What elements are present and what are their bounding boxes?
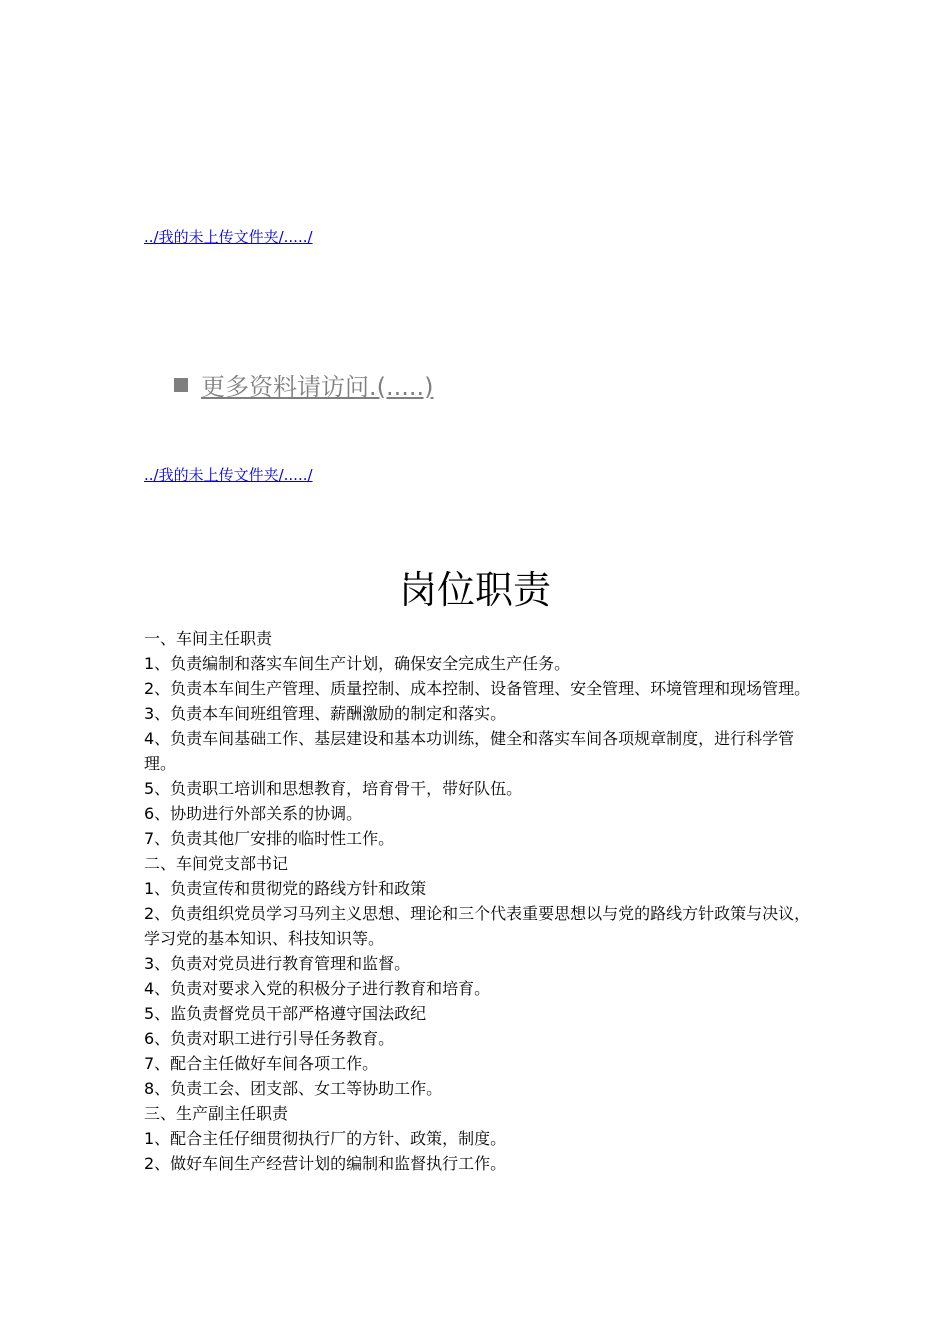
- list-item: 1、负责编制和落实车间生产计划，确保安全完成生产任务。: [144, 654, 571, 673]
- square-bullet-icon: [174, 378, 188, 392]
- list-item: 7、负责其他厂安排的临时性工作。: [144, 829, 395, 848]
- list-item: 2、负责本车间生产管理、质量控制、成本控制、设备管理、安全管理、环境管理和现场管理。: [144, 679, 811, 698]
- list-item: 3、负责对党员进行教育管理和监督。: [144, 954, 411, 973]
- list-item: 1、配合主任仔细贯彻执行厂的方针、政策，制度。: [144, 1129, 507, 1148]
- list-item: 6、协助进行外部关系的协调。: [144, 804, 363, 823]
- list-item: 8、负责工会、团支部、女工等协助工作。: [144, 1079, 443, 1098]
- section-heading: 三、生产副主任职责: [144, 1104, 289, 1123]
- folder-link-mid[interactable]: ../我的未上传文件夹/...../: [144, 466, 313, 484]
- more-info-link[interactable]: [174, 370, 434, 404]
- list-item: 2、负责组织党员学习马列主义思想、理论和三个代表重要思想以与党的路线方针政策与决议，学习党的基本知识、科技知识等。: [144, 904, 811, 948]
- list-item: 3、负责本车间班组管理、薪酬激励的制定和落实。: [144, 704, 507, 723]
- section-heading: 二、车间党支部书记: [144, 854, 289, 873]
- duty-list: [144, 626, 812, 1176]
- list-item: 1、负责宣传和贯彻党的路线方针和政策: [144, 879, 427, 898]
- list-item: 6、负责对职工进行引导任务教育。: [144, 1029, 395, 1048]
- section-heading: 一、车间主任职责: [144, 629, 273, 648]
- list-item: 2、做好车间生产经营计划的编制和监督执行工作。: [144, 1154, 507, 1173]
- more-info-text: 更多资料请访问.(.....): [201, 373, 434, 401]
- page-title: 岗位职责: [398, 568, 551, 612]
- list-item: 5、负责职工培训和思想教育，培育骨干，带好队伍。: [144, 779, 523, 798]
- list-item: 4、负责车间基础工作、基层建设和基本功训练，健全和落实车间各项规章制度，进行科学管理。: [144, 729, 795, 773]
- folder-link-top[interactable]: ../我的未上传文件夹/...../: [144, 228, 313, 246]
- list-item: 7、配合主任做好车间各项工作。: [144, 1054, 379, 1073]
- list-item: 4、负责对要求入党的积极分子进行教育和培育。: [144, 979, 491, 998]
- list-item: 5、监负责督党员干部严格遵守国法政纪: [144, 1004, 427, 1023]
